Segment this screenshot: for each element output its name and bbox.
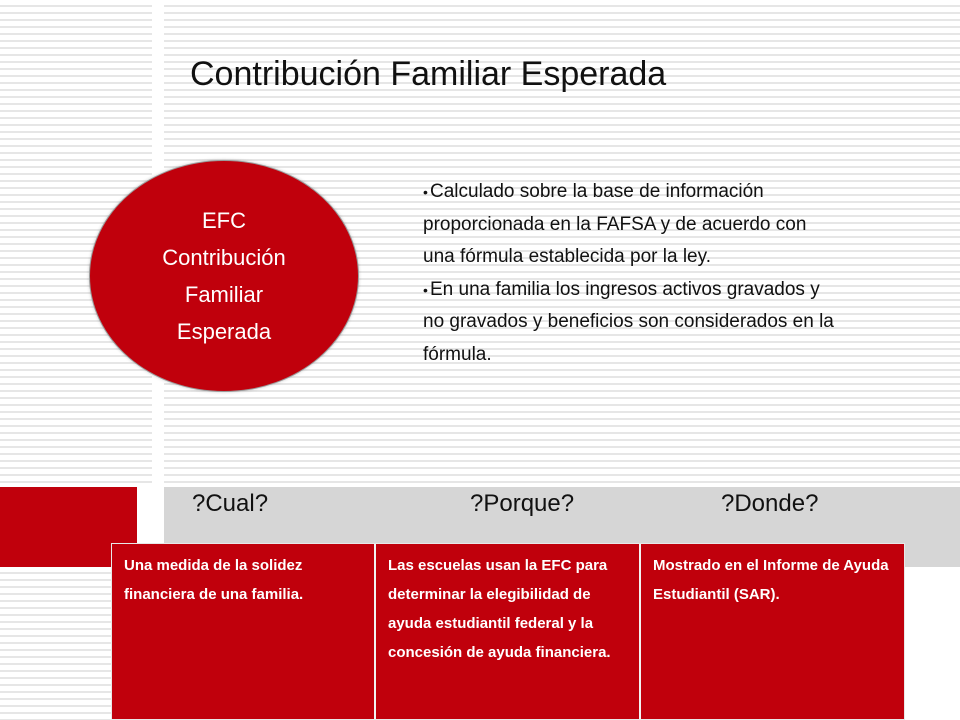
oval-line-familiar: Familiar [184,282,264,307]
slide-title: Contribución Familiar Esperada [190,55,667,93]
oval-line-contribucion: Contribución [162,245,286,270]
question-porque: ?Porque? [470,490,575,517]
answer-cual: Una medida de la solidez financiera de una familia. [112,544,376,719]
question-donde: ?Donde? [721,490,819,517]
answer-porque: Las escuelas usan la EFC para determinar la elegibilidad de ayuda estudiantil federal y la concesión de ayuda financiera. [376,544,641,719]
answers-table [111,543,905,720]
bullet-item [423,176,843,274]
answer-donde: Mostrado en el Informe de Ayuda Estudiantil (SAR). [641,544,904,719]
right-margin-strip [905,567,960,720]
oval-line-efc: EFC [202,208,246,233]
bullet-list [423,176,843,371]
question-cual: ?Cual? [192,490,269,517]
bullet-item [423,274,843,372]
bullet-text: Calculado sobre la base de información proporcionada en la FAFSA y de acuerdo con una fórmula establecida por la ley. [423,181,807,267]
bullet-dot-icon: • [423,184,428,200]
oval-line-esperada: Esperada [176,319,272,344]
efc-oval [89,160,359,392]
bullet-dot-icon: • [423,281,428,298]
bullet-text: En una familia los ingresos activos gravados y no gravados y beneficios son considerados en la fórmula. [423,278,834,365]
